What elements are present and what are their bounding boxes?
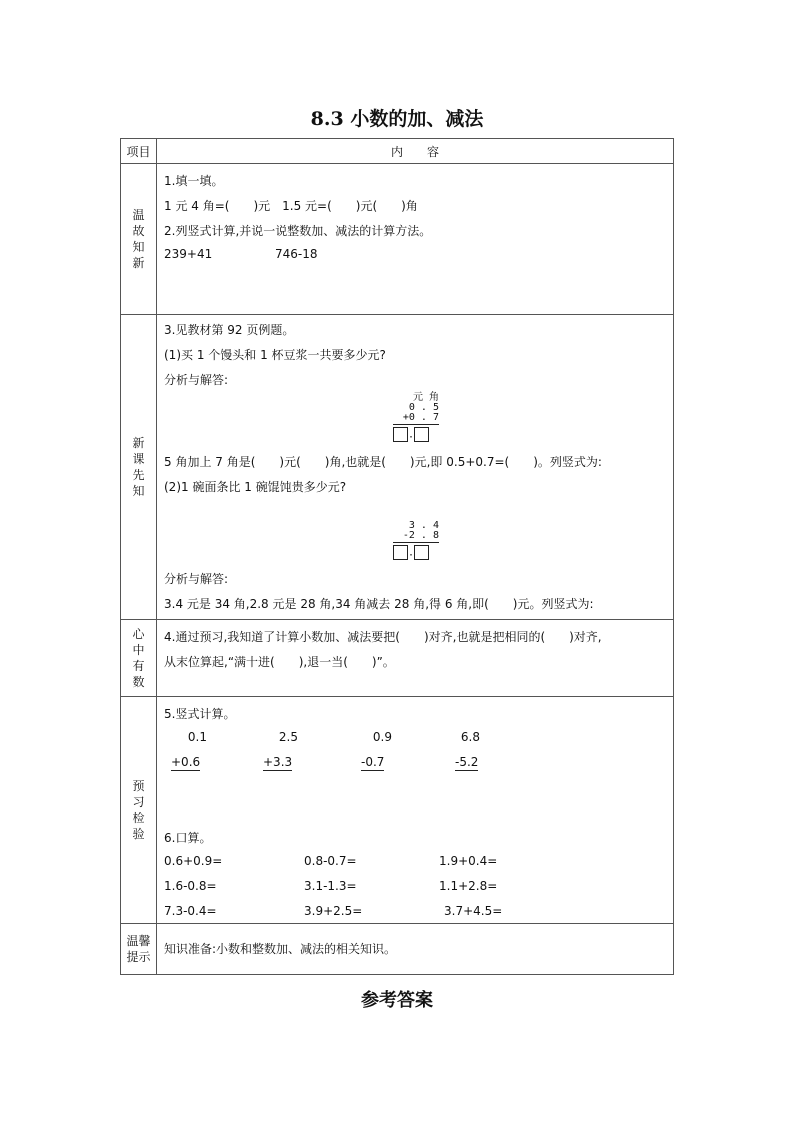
answer-title: 参考答案 <box>361 990 433 1011</box>
oral-item: 7.3-0.4= <box>164 904 217 918</box>
vertical-row-1: 3 . 4 <box>408 520 439 531</box>
problem-top: 6.8 <box>460 730 480 744</box>
content-tip <box>157 924 674 975</box>
label-mind: 心 中 有 数 <box>121 620 157 697</box>
oral-item: 1.6-0.8= <box>164 879 217 893</box>
problem-top: 0.9 <box>372 730 392 744</box>
vertical-addition: 元 角 0 . 5 +0 . 7 . <box>393 393 439 442</box>
worksheet-table <box>120 138 674 975</box>
problem-bottom: -5.2 <box>455 755 479 769</box>
newlesson-fill-2: 3.4 元是 34 角,2.8 元是 28 角,34 角减去 28 角,得 6 角,即( )元。列竖式为: <box>164 597 594 611</box>
mind-q4-line1: 4.通过预习,我知道了计算小数加、减法要把( )对齐,也就是把相同的( )对齐, <box>164 630 602 644</box>
check-q6: 6.口算。 <box>164 831 212 845</box>
content-check <box>157 697 674 924</box>
row-newlesson <box>121 315 674 620</box>
check-q5: 5.竖式计算。 <box>164 707 236 721</box>
row-review <box>121 164 674 315</box>
newlesson-q3: 3.见教材第 92 页例题。 <box>164 323 295 337</box>
content-mind <box>157 620 674 697</box>
review-q2: 2.列竖式计算,并说一说整数加、减法的计算方法。 <box>164 224 432 238</box>
answer-box[interactable] <box>414 427 429 442</box>
problem-bottom: -0.7 <box>361 755 385 769</box>
label-review: 温 故 知 新 <box>121 164 157 315</box>
oral-item: 1.9+0.4= <box>439 854 498 868</box>
answer-box[interactable] <box>393 427 408 442</box>
oral-item: 0.6+0.9= <box>164 854 223 868</box>
label-tip: 温馨 提示 <box>121 924 157 975</box>
vertical-row-2: +0 . 7 <box>402 412 439 423</box>
review-q2-a: 239+41 <box>164 247 213 261</box>
vertical-subtraction: 3 . 4 -2 . 8 . <box>393 521 439 560</box>
table-header-row <box>121 139 674 164</box>
problem-top: 2.5 <box>278 730 298 744</box>
vertical-head: 元 角 <box>412 392 439 403</box>
newlesson-analysis-1: 分析与解答: <box>164 373 229 387</box>
vertical-row-2: -2 . 8 <box>402 530 439 541</box>
content-newlesson <box>157 315 674 620</box>
label-check: 预 习 检 验 <box>121 697 157 924</box>
newlesson-analysis-2: 分析与解答: <box>164 572 229 586</box>
answer-box[interactable] <box>393 545 408 560</box>
problem-bottom: +3.3 <box>263 755 293 769</box>
label-newlesson: 新 课 先 知 <box>121 315 157 620</box>
oral-item: 0.8-0.7= <box>304 854 357 868</box>
oral-item: 3.9+2.5= <box>304 904 363 918</box>
row-tip <box>121 924 674 975</box>
header-content: 内 容 <box>157 139 674 164</box>
content-review <box>157 164 674 315</box>
newlesson-q3-2: (2)1 碗面条比 1 碗馄饨贵多少元? <box>164 480 347 494</box>
newlesson-q3-1: (1)买 1 个馒头和 1 杯豆浆一共要多少元? <box>164 348 386 362</box>
vertical-row-1: 0 . 5 <box>408 402 439 413</box>
problem-bottom: +0.6 <box>171 755 201 769</box>
page-title: 8.3 小数的加、减法 <box>310 108 484 130</box>
newlesson-fill-1: 5 角加上 7 角是( )元( )角,也就是( )元,即 0.5+0.7=( )。列竖式为: <box>164 455 602 469</box>
tip-text: 知识准备:小数和整数加、减法的相关知识。 <box>164 942 397 956</box>
row-check <box>121 697 674 924</box>
oral-item: 3.7+4.5= <box>444 904 503 918</box>
oral-item: 1.1+2.8= <box>439 879 498 893</box>
oral-item: 3.1-1.3= <box>304 879 357 893</box>
row-mind <box>121 620 674 697</box>
review-q1: 1.填一填。 <box>164 174 224 188</box>
answer-box[interactable] <box>414 545 429 560</box>
review-q2-b: 746-18 <box>275 247 318 261</box>
problem-top: 0.1 <box>187 730 207 744</box>
mind-q4-line2: 从末位算起,“满十进( ),退一当( )”。 <box>164 655 395 669</box>
header-item: 项目 <box>121 139 157 164</box>
review-q1-blanks: 1 元 4 角=( )元 1.5 元=( )元( )角 <box>164 199 418 213</box>
